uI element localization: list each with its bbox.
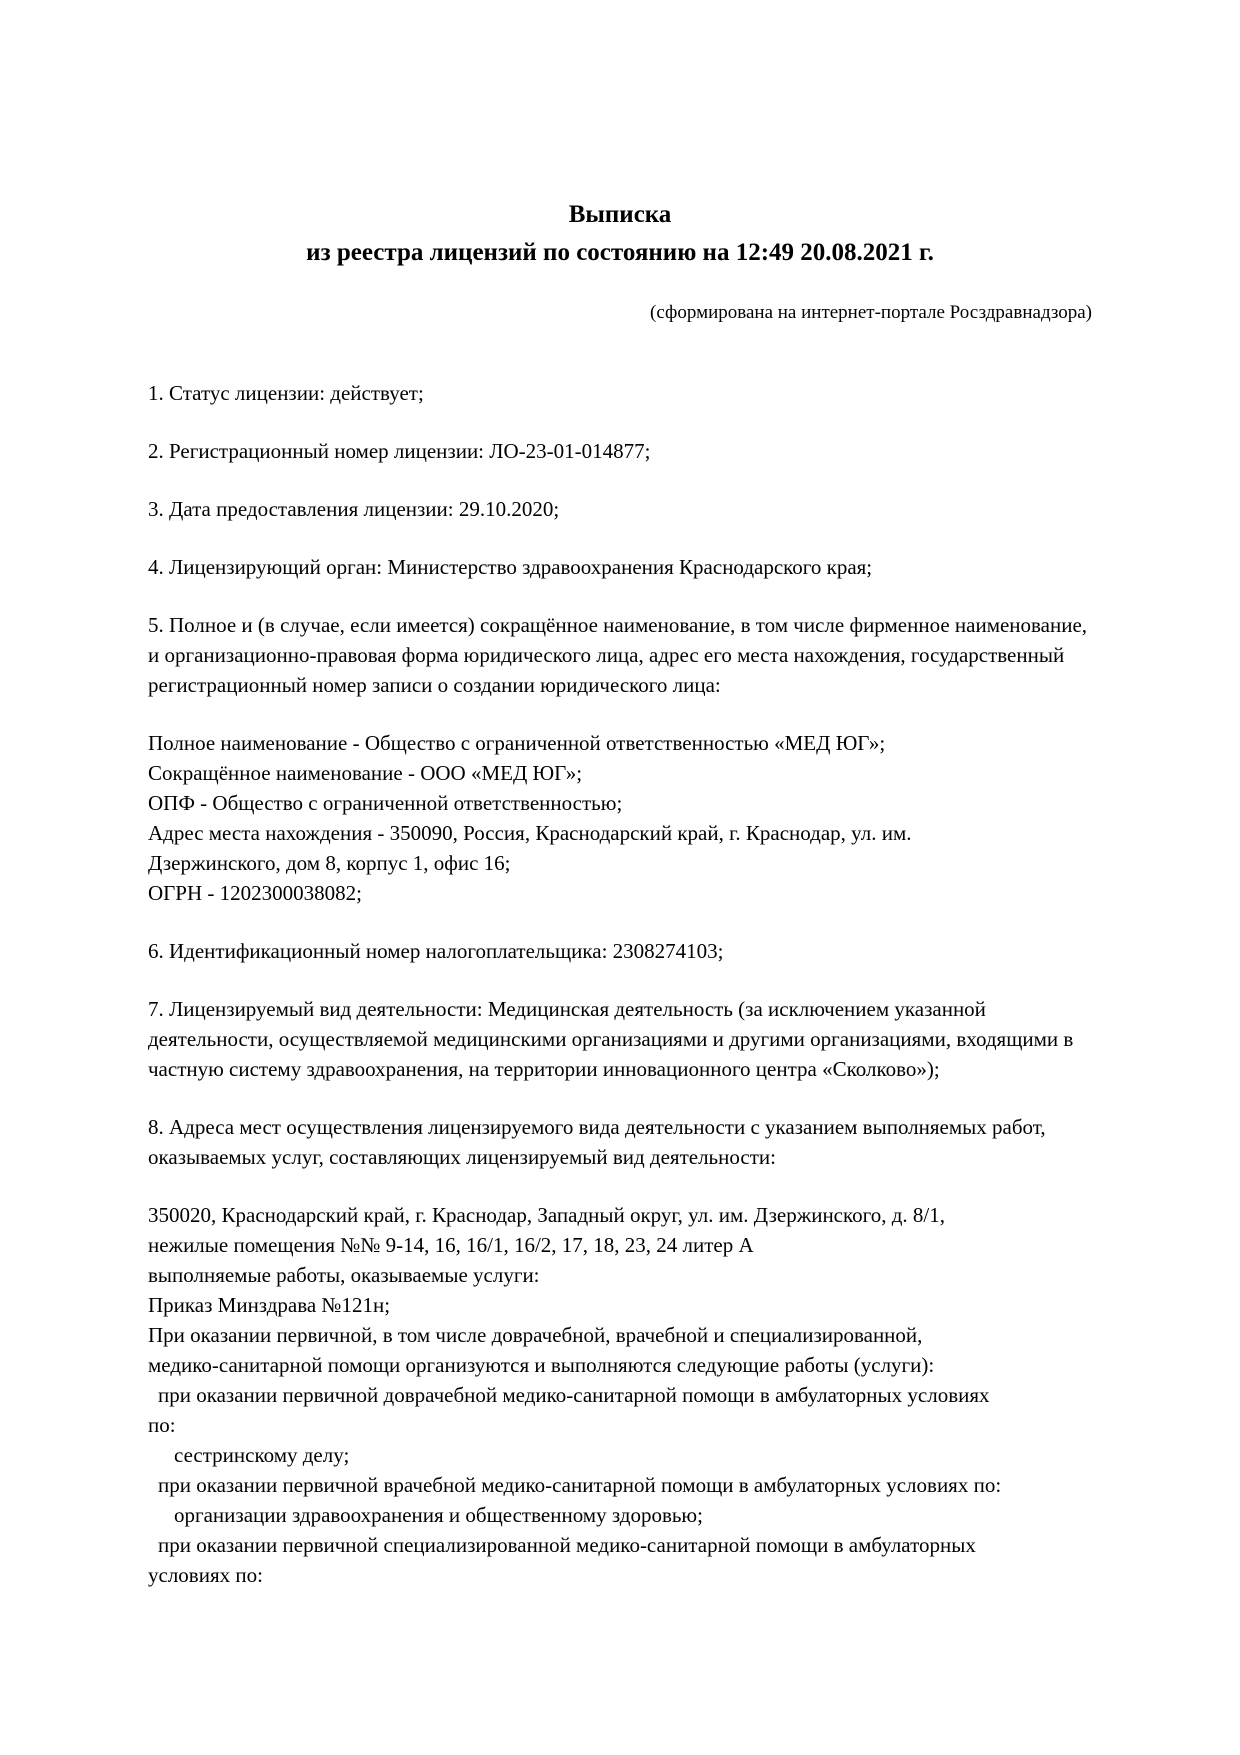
activity-intro-line-2: медико-санитарной помощи организуются и выполняются следующие работы (услуги): xyxy=(148,1353,935,1377)
clause-8-details xyxy=(148,1200,1092,1590)
clause-1-status: 1. Статус лицензии: действует; xyxy=(148,381,424,405)
entity-address-line-2: Дзержинского, дом 8, корпус 1, офис 16; xyxy=(148,851,511,875)
activity-item-specialized-cont: условиях по: xyxy=(148,1563,263,1587)
activity-works-header: выполняемые работы, оказываемые услуги: xyxy=(148,1263,540,1287)
clause-5-details xyxy=(148,728,1092,908)
clause-5-entity-naming: 5. Полное и (в случае, если имеется) сокращённое наименование, в том числе фирменное наименование, и организационно-правовая форма юридического лица, адрес его места нахождения, государственный регистрационный номер записи о создании юридического лица: xyxy=(148,613,1088,697)
entity-address-line-1: Адрес места нахождения - 350090, Россия, Краснодарский край, г. Краснодар, ул. им. xyxy=(148,821,912,845)
activity-order-reference: Приказ Минздрава №121н; xyxy=(148,1293,391,1317)
activity-item-predoctor: при оказании первичной доврачебной медико-санитарной помощи в амбулаторных условиях xyxy=(158,1383,990,1407)
document-subtitle: (сформирована на интернет-портале Росздравнадзора) xyxy=(650,302,1092,323)
activity-address-line: 350020, Краснодарский край, г. Краснодар, Западный округ, ул. им. Дзержинского, д. 8/1, xyxy=(148,1203,945,1227)
activity-item-specialized: при оказании первичной специализированной медико-санитарной помощи в амбулаторных xyxy=(158,1533,976,1557)
activity-subitem-health-organization: организации здравоохранения и общественному здоровью; xyxy=(174,1503,703,1527)
entity-legal-form: ОПФ - Общество с ограниченной ответственностью; xyxy=(148,791,623,815)
activity-intro-line-1: При оказании первичной, в том числе доврачебной, врачебной и специализированной, xyxy=(148,1323,923,1347)
entity-ogrn: ОГРН - 1202300038082; xyxy=(148,881,362,905)
clause-7-activity-type: 7. Лицензируемый вид деятельности: Медицинская деятельность (за исключением указанной деятельности, осуществляемой медицинскими организациями и другими организациями, входящими в частную систему здравоохранения, на территории инновационного центра «Сколково»); xyxy=(148,997,1074,1081)
activity-item-predoctor-cont: по: xyxy=(148,1413,176,1437)
activity-item-doctor: при оказании первичной врачебной медико-санитарной помощи в амбулаторных условиях по: xyxy=(158,1473,1002,1497)
clause-8-activity-addresses: 8. Адреса мест осуществления лицензируемого вида деятельности с указанием выполняемых работ, оказываемых услуг, составляющих лицензируемый вид деятельности: xyxy=(148,1115,1046,1169)
clause-6-inn: 6. Идентификационный номер налогоплательщика: 2308274103; xyxy=(148,939,724,963)
document-title-line-2: из реестра лицензий по состоянию на 12:49 20.08.2021 г. xyxy=(306,239,934,266)
clause-2-registration-number: 2. Регистрационный номер лицензии: ЛО-23-01-014877; xyxy=(148,439,651,463)
clause-4-licensing-authority: 4. Лицензирующий орган: Министерство здравоохранения Краснодарского края; xyxy=(148,555,873,579)
activity-premises-line: нежилые помещения №№ 9-14, 16, 16/1, 16/2, 17, 18, 23, 24 литер А xyxy=(148,1233,754,1257)
document-title xyxy=(148,196,1092,272)
entity-short-name: Сокращённое наименование - ООО «МЕД ЮГ»; xyxy=(148,761,583,785)
entity-full-name: Полное наименование - Общество с ограниченной ответственностью «МЕД ЮГ»; xyxy=(148,731,886,755)
document-body xyxy=(148,378,1092,1590)
clause-3-issue-date: 3. Дата предоставления лицензии: 29.10.2020; xyxy=(148,497,560,521)
document-title-line-1: Выписка xyxy=(568,201,672,228)
activity-subitem-nursing: сестринскому делу; xyxy=(174,1443,350,1467)
